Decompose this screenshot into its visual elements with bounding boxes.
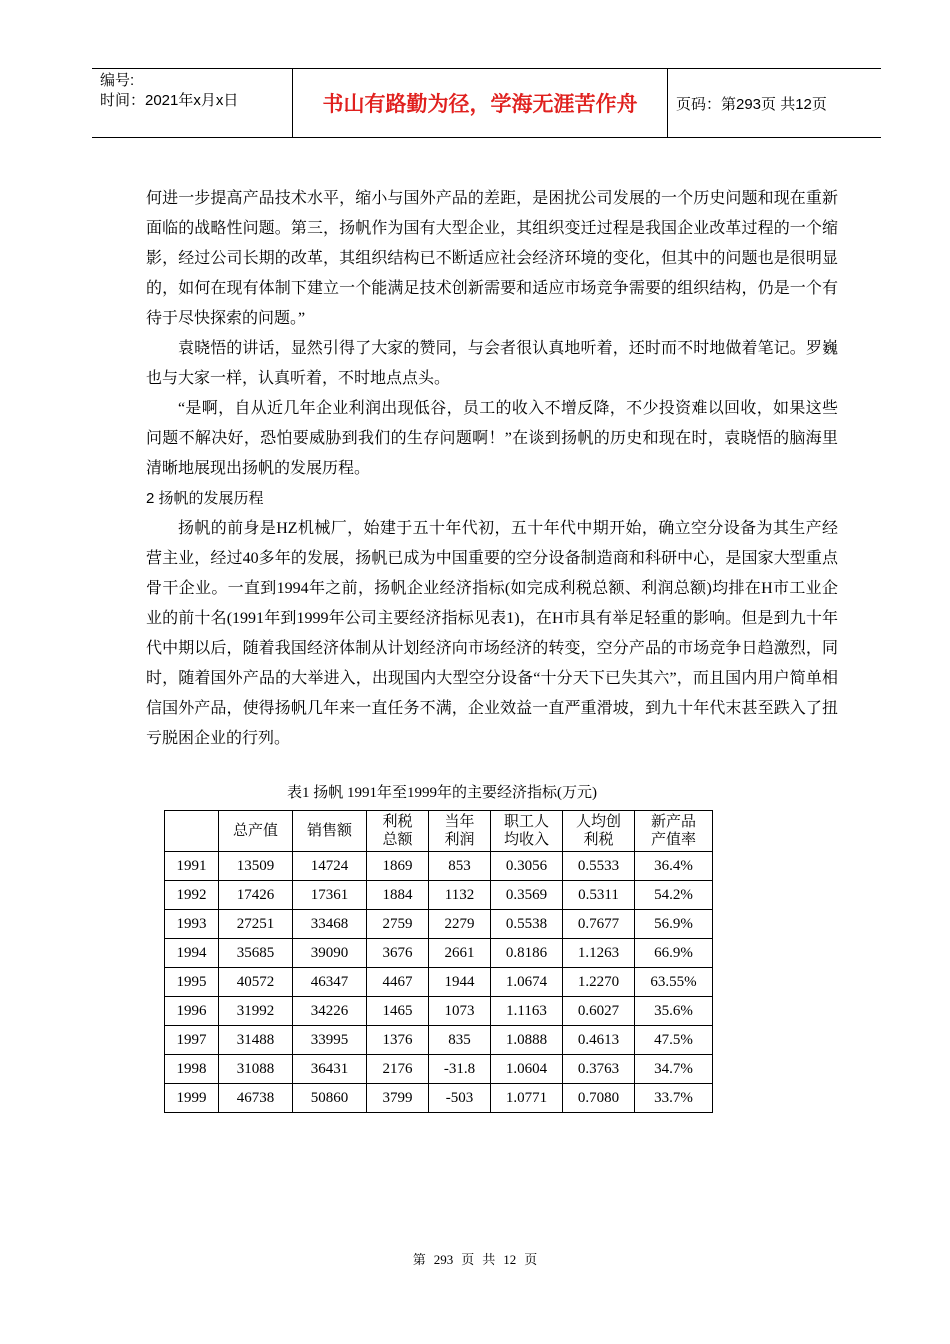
table-cell: 39090 xyxy=(293,939,367,968)
table-cell: 13509 xyxy=(219,852,293,881)
table-cell: 1.0888 xyxy=(491,1026,563,1055)
column-header: 总产值 xyxy=(219,811,293,852)
table-cell: 46738 xyxy=(219,1084,293,1113)
paragraph: “是啊，自从近几年企业利润出现低谷，员工的收入不增反降，不少投资难以回收，如果这些问题不解决好，恐怕要威胁到我们的生存问题啊！”在谈到扬帆的历史和现在时，袁晓悟的脑海里清晰地展现出扬帆的发展历程。 xyxy=(146,400,838,477)
table-cell: 35685 xyxy=(219,939,293,968)
year-cell: 1991 xyxy=(165,852,219,881)
footer-total-pages: 12 xyxy=(503,1252,517,1267)
paragraph: 何进一步提高产品技术水平，缩小与国外产品的差距，是困扰公司发展的一个历史问题和现在重新面临的战略性问题。第三，扬帆作为国有大型企业，其组织变迁过程是我国企业改革过程的一个缩影，经过公司长期的改革，其组织结构已不断适应社会经济环境的变化，但其中的问题也是很明显的，如何在现有体制下建立一个能满足技术创新需要和适应市场竞争需要的组织结构，仍是一个有待于尽快探索的问题。” xyxy=(146,190,838,327)
footer-page-number: 293 xyxy=(433,1252,454,1267)
table-cell: 63.55% xyxy=(635,968,713,997)
table-cell: 33468 xyxy=(293,910,367,939)
table-cell: 56.9% xyxy=(635,910,713,939)
table-cell: 34226 xyxy=(293,997,367,1026)
table-cell: 17426 xyxy=(219,881,293,910)
year-cell: 1992 xyxy=(165,881,219,910)
year-cell: 1993 xyxy=(165,910,219,939)
table-body xyxy=(165,852,713,1113)
table-cell: 2759 xyxy=(367,910,429,939)
table-cell: 2279 xyxy=(429,910,491,939)
table-cell: 35.6% xyxy=(635,997,713,1026)
table-cell: 27251 xyxy=(219,910,293,939)
year-cell: 1994 xyxy=(165,939,219,968)
table-cell: 2661 xyxy=(429,939,491,968)
table-cell: 2176 xyxy=(367,1055,429,1084)
table-cell: 31992 xyxy=(219,997,293,1026)
table-cell: 33995 xyxy=(293,1026,367,1055)
table-cell: 0.3056 xyxy=(491,852,563,881)
table-row xyxy=(165,1055,713,1084)
year-cell: 1998 xyxy=(165,1055,219,1084)
year-cell: 1999 xyxy=(165,1084,219,1113)
table-row xyxy=(165,997,713,1026)
table-cell: 1.0771 xyxy=(491,1084,563,1113)
table-cell: 40572 xyxy=(219,968,293,997)
table-cell: 1884 xyxy=(367,881,429,910)
table-cell: 50860 xyxy=(293,1084,367,1113)
table-cell: 1944 xyxy=(429,968,491,997)
table-cell: 34.7% xyxy=(635,1055,713,1084)
table-row xyxy=(165,939,713,968)
table-row xyxy=(165,1026,713,1055)
table-cell: 1073 xyxy=(429,997,491,1026)
table-cell: 46347 xyxy=(293,968,367,997)
footer-text: 页 xyxy=(524,1252,538,1267)
table-cell: -31.8 xyxy=(429,1055,491,1084)
table-row xyxy=(165,881,713,910)
table-cell: 54.2% xyxy=(635,881,713,910)
table-cell: 47.5% xyxy=(635,1026,713,1055)
table-cell: 0.7080 xyxy=(563,1084,635,1113)
table-cell: 0.4613 xyxy=(563,1026,635,1055)
footer-text: 页 xyxy=(461,1252,475,1267)
table-header-row xyxy=(165,811,713,852)
paragraph: 扬帆的前身是HZ机械厂，始建于五十年代初，五十年代中期开始，确立空分设备为其生产经营主业，经过40多年的发展，扬帆已成为中国重要的空分设备制造商和科研中心，是国家大型重点骨干企业。一直到1994年之前，扬帆企业经济指标(如完成利税总额、利润总额)均排在H市工业企业的前十名(1991年到1999年公司主要经济指标见表1)，在H市具有举足轻重的影响。但是到九十年代中期以后，随着我国经济体制从计划经济向市场经济的转变，空分产品的市场竞争日趋激烈，同时，随着国外产品的大举进入，出现国内大型空分设备“十分天下已失其六”，而且国内用户简单相信国外产品，使得扬帆几年来一直任务不满，企业效益一直严重滑坡，到九十年代末甚至跌入了扭亏脱困企业的行列。 xyxy=(146,520,838,747)
table-cell: 0.5533 xyxy=(563,852,635,881)
column-header: 利税 总额 xyxy=(367,811,429,852)
year-cell: 1997 xyxy=(165,1026,219,1055)
table-cell: 1.0604 xyxy=(491,1055,563,1084)
table-cell: 3676 xyxy=(367,939,429,968)
table-cell: 1132 xyxy=(429,881,491,910)
document-number-label: 编号: xyxy=(100,72,135,89)
column-header: 新产品 产值率 xyxy=(635,811,713,852)
table-row xyxy=(165,852,713,881)
table-cell: 835 xyxy=(429,1026,491,1055)
year-cell: 1995 xyxy=(165,968,219,997)
table-cell: 0.6027 xyxy=(563,997,635,1026)
year-cell: 1996 xyxy=(165,997,219,1026)
footer-text: 共 xyxy=(482,1252,496,1267)
column-header: 职工人 均收入 xyxy=(491,811,563,852)
table-cell: 14724 xyxy=(293,852,367,881)
page-header xyxy=(92,68,881,138)
column-header: 销售额 xyxy=(293,811,367,852)
table-cell: 0.3569 xyxy=(491,881,563,910)
table-cell: 853 xyxy=(429,852,491,881)
table-cell: 1.1163 xyxy=(491,997,563,1026)
table-cell: -503 xyxy=(429,1084,491,1113)
table-row xyxy=(165,1084,713,1113)
table-cell: 0.5311 xyxy=(563,881,635,910)
table-row xyxy=(165,910,713,939)
table-cell: 36431 xyxy=(293,1055,367,1084)
table-cell: 1.1263 xyxy=(563,939,635,968)
table-cell: 1376 xyxy=(367,1026,429,1055)
table-cell: 0.3763 xyxy=(563,1055,635,1084)
paragraph: 袁晓悟的讲话，显然引得了大家的赞同，与会者很认真地听着，还时而不时地做着笔记。罗巍也与大家一样，认真听着，不时地点点头。 xyxy=(146,340,838,387)
table-cell: 36.4% xyxy=(635,852,713,881)
column-header: 当年 利润 xyxy=(429,811,491,852)
table-cell: 0.8186 xyxy=(491,939,563,968)
economic-indicators-table xyxy=(164,810,713,1113)
header-page-code: 页码：第293页 共12页 xyxy=(676,95,827,113)
document-time-label: 时间：2021年x月x日 xyxy=(100,92,239,109)
table-cell: 4467 xyxy=(367,968,429,997)
table-cell: 1465 xyxy=(367,997,429,1026)
column-header: 人均创 利税 xyxy=(563,811,635,852)
table-cell: 31088 xyxy=(219,1055,293,1084)
section-heading: 2 扬帆的发展历程 xyxy=(146,490,264,507)
table-cell: 3799 xyxy=(367,1084,429,1113)
table-cell: 1869 xyxy=(367,852,429,881)
table-row xyxy=(165,968,713,997)
table-caption: 表1 扬帆 1991年至1999年的主要经济指标(万元) xyxy=(287,785,597,801)
header-divider xyxy=(667,69,668,137)
footer-text: 第 xyxy=(412,1252,426,1267)
table-cell: 31488 xyxy=(219,1026,293,1055)
header-meta xyxy=(100,71,290,111)
table-cell: 1.0674 xyxy=(491,968,563,997)
table-cell: 66.9% xyxy=(635,939,713,968)
table-cell: 0.5538 xyxy=(491,910,563,939)
table-cell: 0.7677 xyxy=(563,910,635,939)
column-header xyxy=(165,811,219,852)
table-cell: 17361 xyxy=(293,881,367,910)
table-cell: 1.2270 xyxy=(563,968,635,997)
body-text xyxy=(146,184,838,754)
table-cell: 33.7% xyxy=(635,1084,713,1113)
header-motto: 书山有路勤为径，学海无涯苦作舟 xyxy=(322,92,638,116)
page-footer xyxy=(0,1249,950,1268)
